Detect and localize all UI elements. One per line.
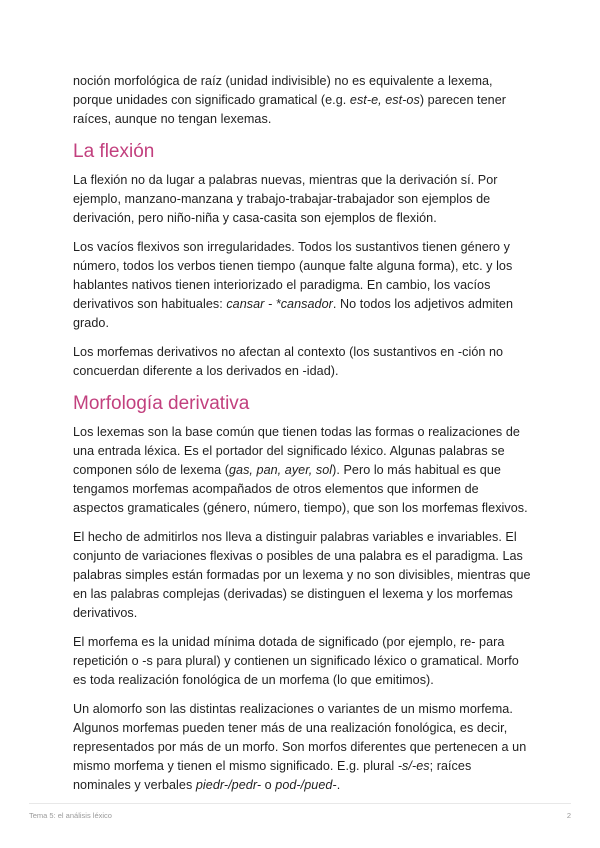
footer-title: Tema 5: el análisis léxico (29, 811, 112, 820)
derivativa-p4-text-end: . (336, 778, 341, 792)
heading-flexion: La flexión (73, 141, 155, 162)
derivativa-paragraph-2: El hecho de admitirlos nos lleva a distinguir palabras variables e invariables. El conjunto de variaciones flexivas o posibles de una palabra es el paradigma. Las palabras simples están formadas por un lexema y no son divisibles, mientras que en las palabras complejas (derivadas) se distinguen el lexema y los morfemas derivativos. (73, 530, 531, 620)
intro-text: noción morfológica de raíz (unidad indivisible) no es equivalente a lexema, porque unidades con significado gramatical (e.g. (73, 74, 493, 107)
derivativa-p4-text-3: o (261, 778, 276, 792)
page-footer (29, 803, 571, 820)
flexion-p2-text: Los vacíos flexivos son irregularidades. Todos los sustantivos tienen género y número, todos los verbos tienen tiempo (aunque falte alguna forma), etc. y los hablantes nativos tienen interiorizado el paradigma. En cambio, los vacíos derivativos son habituales: (73, 240, 513, 311)
intro-example: est-e, est-os (349, 93, 420, 107)
derivativa-p4-example-2: piedr-/pedr- (195, 778, 262, 792)
intro-text-end: ) parecen tener raíces, aunque no tengan lexemas. (73, 93, 507, 126)
derivativa-p4-text: Un alomorfo son las distintas realizaciones o variantes de un mismo morfema. Algunos morfemas pueden tener más de una realización fonológica, es decir, representados por más de un morfo. Son morfos diferentes que pertenecen a un mismo morfema y tienen el mismo significado. E.g. plural (73, 702, 527, 773)
derivativa-paragraph-4 (73, 700, 531, 795)
flexion-p2-text-end: . No todos los adjetivos admiten grado. (73, 297, 514, 330)
derivativa-p4-text-2: ; raíces nominales y verbales (73, 759, 472, 792)
heading-morfologia-derivativa: Morfología derivativa (73, 393, 250, 414)
flexion-paragraph-3: Los morfemas derivativos no afectan al contexto (los sustantivos en -ción no concuerdan diferente a los derivados en -idad). (73, 345, 504, 378)
intro-paragraph (73, 72, 531, 129)
derivativa-p4-example-3: pod-/pued- (275, 778, 337, 792)
flexion-paragraph-1: La flexión no da lugar a palabras nuevas, mientras que la derivación sí. Por ejemplo, manzano-manzana y trabajo-trabajar-trabajador son ejemplos de derivación, pero niño-niña y casa-casita son ejemplos de flexión. (73, 173, 498, 225)
derivativa-p1-text-end: ). Pero lo más habitual es que tengamos morfemas acompañados de otros elementos que informen de aspectos gramaticales (género, número, tiempo), que son los morfemas flexivos. (73, 463, 528, 515)
derivativa-p1-example: gas, pan, ayer, sol (228, 463, 333, 477)
page-number: 2 (566, 811, 571, 820)
flexion-paragraph-2 (73, 238, 531, 333)
derivativa-paragraph-1 (73, 423, 531, 518)
derivativa-p4-example-1: -s/-es (397, 759, 430, 773)
derivativa-p1-text: Los lexemas son la base común que tienen todas las formas o realizaciones de una entrada léxica. Es el portador del significado léxico. Algunas palabras se componen sólo de lexema ( (73, 425, 520, 477)
flexion-p2-example: cansar - *cansador (226, 297, 333, 311)
derivativa-paragraph-3: El morfema es la unidad mínima dotada de significado (por ejemplo, re- para repetición o -s para plural) y contienen un significado léxico o gramatical. Morfo es toda realización fonológica de un morfema (lo que emitimos). (73, 635, 519, 687)
document-body (73, 72, 531, 805)
